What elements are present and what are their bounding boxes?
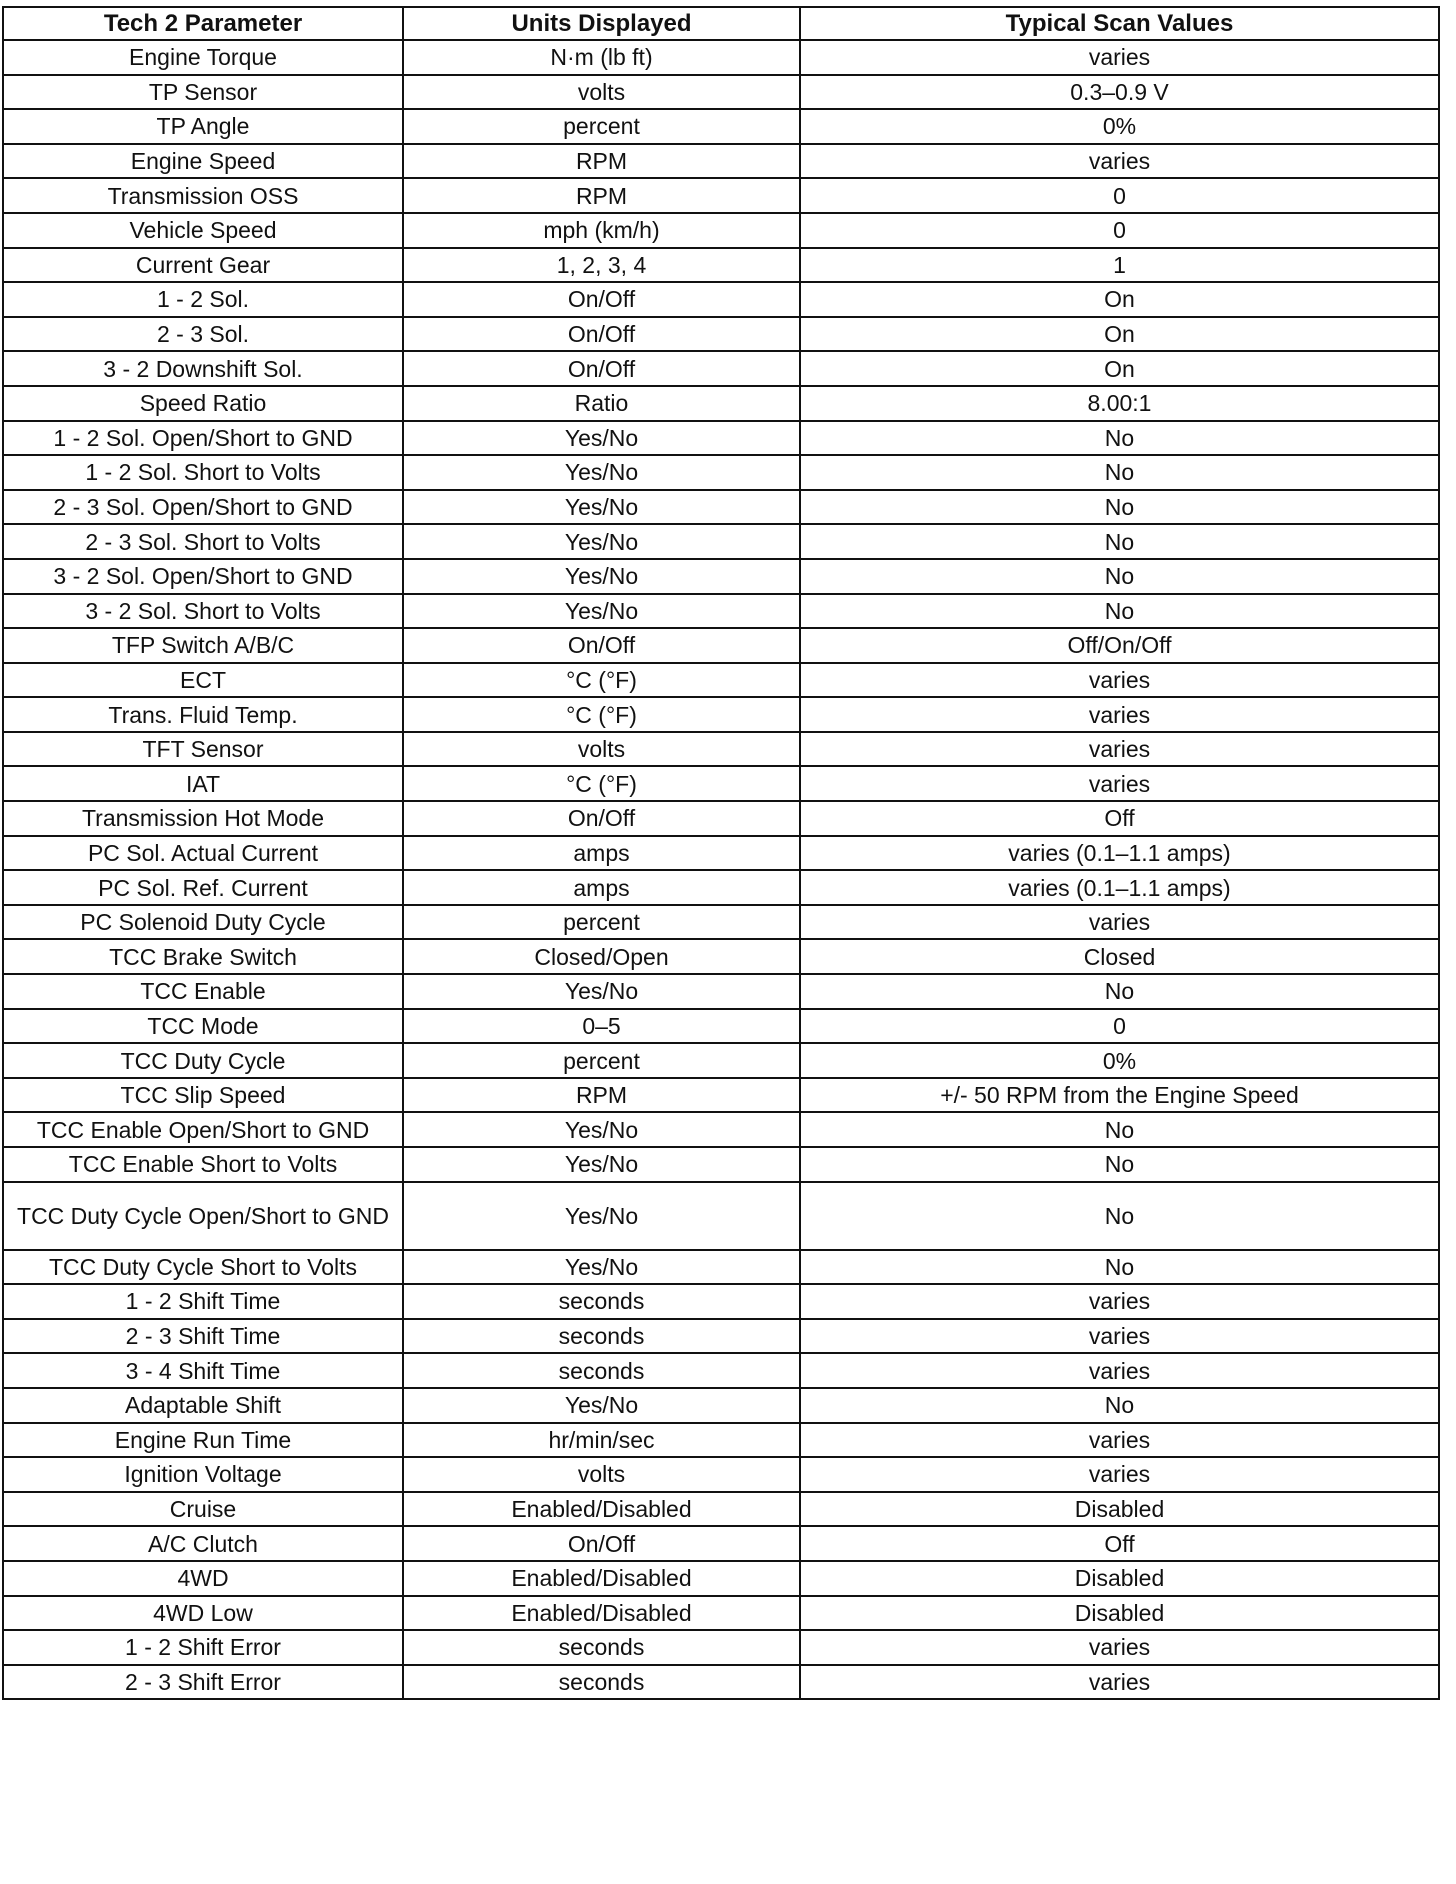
cell-typical-value: Disabled	[800, 1492, 1439, 1527]
table-row	[3, 1250, 1439, 1285]
cell-units: percent	[403, 1043, 800, 1078]
table-row	[3, 1492, 1439, 1527]
table-row	[3, 905, 1439, 940]
cell-parameter: 3 - 2 Downshift Sol.	[3, 351, 403, 386]
cell-parameter: TCC Slip Speed	[3, 1078, 403, 1113]
table-row	[3, 1353, 1439, 1388]
cell-parameter: PC Sol. Actual Current	[3, 836, 403, 871]
cell-units: mph (km/h)	[403, 213, 800, 248]
cell-units: On/Off	[403, 628, 800, 663]
cell-parameter: PC Solenoid Duty Cycle	[3, 905, 403, 940]
cell-parameter: TCC Enable	[3, 974, 403, 1009]
table-row	[3, 1665, 1439, 1700]
cell-typical-value: No	[800, 490, 1439, 525]
cell-parameter: TCC Duty Cycle Open/Short to GND	[3, 1182, 403, 1250]
cell-units: Yes/No	[403, 421, 800, 456]
cell-parameter: TCC Duty Cycle	[3, 1043, 403, 1078]
cell-parameter: TFP Switch A/B/C	[3, 628, 403, 663]
table-row	[3, 1630, 1439, 1665]
table-row	[3, 1284, 1439, 1319]
cell-parameter: 4WD Low	[3, 1596, 403, 1631]
table-row	[3, 524, 1439, 559]
table-row	[3, 1319, 1439, 1354]
table-row	[3, 559, 1439, 594]
table-row	[3, 1147, 1439, 1182]
table-row	[3, 144, 1439, 179]
cell-parameter: 1 - 2 Sol.	[3, 282, 403, 317]
cell-parameter: 2 - 3 Sol. Open/Short to GND	[3, 490, 403, 525]
cell-units: Yes/No	[403, 594, 800, 629]
table-row	[3, 766, 1439, 801]
cell-parameter: TP Sensor	[3, 75, 403, 110]
cell-units: seconds	[403, 1353, 800, 1388]
cell-units: percent	[403, 109, 800, 144]
cell-typical-value: On	[800, 351, 1439, 386]
cell-parameter: 2 - 3 Sol. Short to Volts	[3, 524, 403, 559]
cell-typical-value: 0%	[800, 1043, 1439, 1078]
table-row	[3, 455, 1439, 490]
cell-parameter: 2 - 3 Shift Time	[3, 1319, 403, 1354]
cell-units: On/Off	[403, 282, 800, 317]
cell-typical-value: 0.3–0.9 V	[800, 75, 1439, 110]
cell-parameter: TCC Duty Cycle Short to Volts	[3, 1250, 403, 1285]
cell-units: Yes/No	[403, 559, 800, 594]
table-body	[3, 40, 1439, 1699]
table-row	[3, 663, 1439, 698]
cell-parameter: A/C Clutch	[3, 1526, 403, 1561]
table-header-row	[3, 7, 1439, 40]
table-row	[3, 1596, 1439, 1631]
cell-typical-value: No	[800, 455, 1439, 490]
scan-data-table	[2, 6, 1440, 1700]
cell-parameter: 3 - 2 Sol. Short to Volts	[3, 594, 403, 629]
cell-parameter: Speed Ratio	[3, 386, 403, 421]
header-units: Units Displayed	[403, 7, 800, 40]
cell-parameter: 1 - 2 Shift Error	[3, 1630, 403, 1665]
cell-parameter: Engine Torque	[3, 40, 403, 75]
cell-typical-value: No	[800, 1250, 1439, 1285]
cell-typical-value: No	[800, 1388, 1439, 1423]
cell-typical-value: varies	[800, 1284, 1439, 1319]
cell-units: seconds	[403, 1665, 800, 1700]
cell-typical-value: varies	[800, 40, 1439, 75]
table-row	[3, 1182, 1439, 1250]
cell-typical-value: varies	[800, 1457, 1439, 1492]
table-row	[3, 1078, 1439, 1113]
cell-typical-value: varies	[800, 732, 1439, 767]
cell-typical-value: No	[800, 524, 1439, 559]
table-row	[3, 248, 1439, 283]
cell-parameter: Vehicle Speed	[3, 213, 403, 248]
table-row	[3, 836, 1439, 871]
cell-typical-value: varies	[800, 766, 1439, 801]
cell-typical-value: Disabled	[800, 1596, 1439, 1631]
cell-units: seconds	[403, 1319, 800, 1354]
cell-typical-value: varies	[800, 1319, 1439, 1354]
cell-parameter: 4WD	[3, 1561, 403, 1596]
header-typical-values: Typical Scan Values	[800, 7, 1439, 40]
cell-typical-value: 8.00:1	[800, 386, 1439, 421]
cell-units: seconds	[403, 1284, 800, 1319]
cell-parameter: ECT	[3, 663, 403, 698]
cell-units: Yes/No	[403, 1112, 800, 1147]
cell-parameter: Current Gear	[3, 248, 403, 283]
cell-units: °C (°F)	[403, 697, 800, 732]
cell-typical-value: On	[800, 282, 1439, 317]
cell-units: seconds	[403, 1630, 800, 1665]
cell-units: Yes/No	[403, 455, 800, 490]
cell-typical-value: Off	[800, 801, 1439, 836]
cell-parameter: Ignition Voltage	[3, 1457, 403, 1492]
cell-parameter: Transmission Hot Mode	[3, 801, 403, 836]
cell-parameter: Cruise	[3, 1492, 403, 1527]
cell-parameter: 2 - 3 Shift Error	[3, 1665, 403, 1700]
cell-typical-value: +/- 50 RPM from the Engine Speed	[800, 1078, 1439, 1113]
cell-typical-value: Off/On/Off	[800, 628, 1439, 663]
table-row	[3, 939, 1439, 974]
cell-typical-value: No	[800, 1112, 1439, 1147]
cell-typical-value: varies	[800, 1630, 1439, 1665]
table-row	[3, 697, 1439, 732]
cell-units: Enabled/Disabled	[403, 1492, 800, 1527]
cell-parameter: PC Sol. Ref. Current	[3, 870, 403, 905]
table-row	[3, 1423, 1439, 1458]
cell-parameter: TP Angle	[3, 109, 403, 144]
cell-parameter: 1 - 2 Sol. Open/Short to GND	[3, 421, 403, 456]
cell-units: Yes/No	[403, 1147, 800, 1182]
cell-parameter: 3 - 2 Sol. Open/Short to GND	[3, 559, 403, 594]
cell-parameter: TCC Mode	[3, 1009, 403, 1044]
cell-units: On/Off	[403, 317, 800, 352]
table-row	[3, 386, 1439, 421]
cell-parameter: TCC Enable Open/Short to GND	[3, 1112, 403, 1147]
cell-typical-value: 0	[800, 1009, 1439, 1044]
table-row	[3, 1043, 1439, 1078]
cell-parameter: Transmission OSS	[3, 178, 403, 213]
cell-units: RPM	[403, 144, 800, 179]
cell-parameter: 3 - 4 Shift Time	[3, 1353, 403, 1388]
table-row	[3, 732, 1439, 767]
cell-parameter: 2 - 3 Sol.	[3, 317, 403, 352]
table-row	[3, 594, 1439, 629]
cell-units: hr/min/sec	[403, 1423, 800, 1458]
cell-typical-value: varies	[800, 144, 1439, 179]
cell-typical-value: On	[800, 317, 1439, 352]
cell-parameter: TFT Sensor	[3, 732, 403, 767]
table-row	[3, 801, 1439, 836]
cell-units: Yes/No	[403, 524, 800, 559]
cell-typical-value: No	[800, 559, 1439, 594]
cell-units: Yes/No	[403, 1388, 800, 1423]
cell-units: Yes/No	[403, 490, 800, 525]
cell-units: 0–5	[403, 1009, 800, 1044]
cell-units: °C (°F)	[403, 766, 800, 801]
table-row	[3, 351, 1439, 386]
cell-typical-value: varies	[800, 1423, 1439, 1458]
table-row	[3, 109, 1439, 144]
cell-typical-value: 1	[800, 248, 1439, 283]
cell-parameter: Trans. Fluid Temp.	[3, 697, 403, 732]
cell-units: percent	[403, 905, 800, 940]
cell-units: RPM	[403, 1078, 800, 1113]
table-row	[3, 1388, 1439, 1423]
cell-units: Enabled/Disabled	[403, 1596, 800, 1631]
cell-units: On/Off	[403, 801, 800, 836]
cell-parameter: IAT	[3, 766, 403, 801]
cell-units: On/Off	[403, 351, 800, 386]
table-row	[3, 282, 1439, 317]
table-row	[3, 178, 1439, 213]
cell-units: amps	[403, 870, 800, 905]
cell-typical-value: 0	[800, 178, 1439, 213]
table-row	[3, 40, 1439, 75]
cell-parameter: TCC Brake Switch	[3, 939, 403, 974]
cell-parameter: 1 - 2 Sol. Short to Volts	[3, 455, 403, 490]
cell-typical-value: 0	[800, 213, 1439, 248]
table-row	[3, 1457, 1439, 1492]
table-row	[3, 1009, 1439, 1044]
cell-units: Yes/No	[403, 974, 800, 1009]
cell-units: Yes/No	[403, 1182, 800, 1250]
cell-typical-value: Off	[800, 1526, 1439, 1561]
cell-units: volts	[403, 732, 800, 767]
cell-typical-value: varies	[800, 1353, 1439, 1388]
cell-parameter: 1 - 2 Shift Time	[3, 1284, 403, 1319]
cell-units: RPM	[403, 178, 800, 213]
table-row	[3, 1112, 1439, 1147]
cell-typical-value: No	[800, 1182, 1439, 1250]
cell-typical-value: 0%	[800, 109, 1439, 144]
cell-units: Yes/No	[403, 1250, 800, 1285]
cell-units: On/Off	[403, 1526, 800, 1561]
table-row	[3, 490, 1439, 525]
table-row	[3, 974, 1439, 1009]
cell-typical-value: No	[800, 594, 1439, 629]
cell-typical-value: varies	[800, 697, 1439, 732]
cell-typical-value: varies	[800, 663, 1439, 698]
cell-units: N·m (lb ft)	[403, 40, 800, 75]
header-parameter: Tech 2 Parameter	[3, 7, 403, 40]
table-row	[3, 421, 1439, 456]
table-row	[3, 75, 1439, 110]
cell-parameter: Engine Speed	[3, 144, 403, 179]
cell-units: volts	[403, 1457, 800, 1492]
cell-typical-value: No	[800, 421, 1439, 456]
cell-typical-value: No	[800, 1147, 1439, 1182]
cell-typical-value: varies	[800, 905, 1439, 940]
table-row	[3, 213, 1439, 248]
cell-typical-value: varies	[800, 1665, 1439, 1700]
cell-units: °C (°F)	[403, 663, 800, 698]
cell-units: amps	[403, 836, 800, 871]
table-row	[3, 628, 1439, 663]
cell-units: 1, 2, 3, 4	[403, 248, 800, 283]
cell-typical-value: Closed	[800, 939, 1439, 974]
cell-typical-value: varies (0.1–1.1 amps)	[800, 870, 1439, 905]
cell-parameter: Adaptable Shift	[3, 1388, 403, 1423]
cell-typical-value: Disabled	[800, 1561, 1439, 1596]
table-row	[3, 1561, 1439, 1596]
table-row	[3, 1526, 1439, 1561]
cell-units: Closed/Open	[403, 939, 800, 974]
cell-typical-value: No	[800, 974, 1439, 1009]
cell-parameter: Engine Run Time	[3, 1423, 403, 1458]
table-row	[3, 317, 1439, 352]
cell-units: Enabled/Disabled	[403, 1561, 800, 1596]
cell-units: volts	[403, 75, 800, 110]
table-row	[3, 870, 1439, 905]
cell-typical-value: varies (0.1–1.1 amps)	[800, 836, 1439, 871]
cell-units: Ratio	[403, 386, 800, 421]
cell-parameter: TCC Enable Short to Volts	[3, 1147, 403, 1182]
